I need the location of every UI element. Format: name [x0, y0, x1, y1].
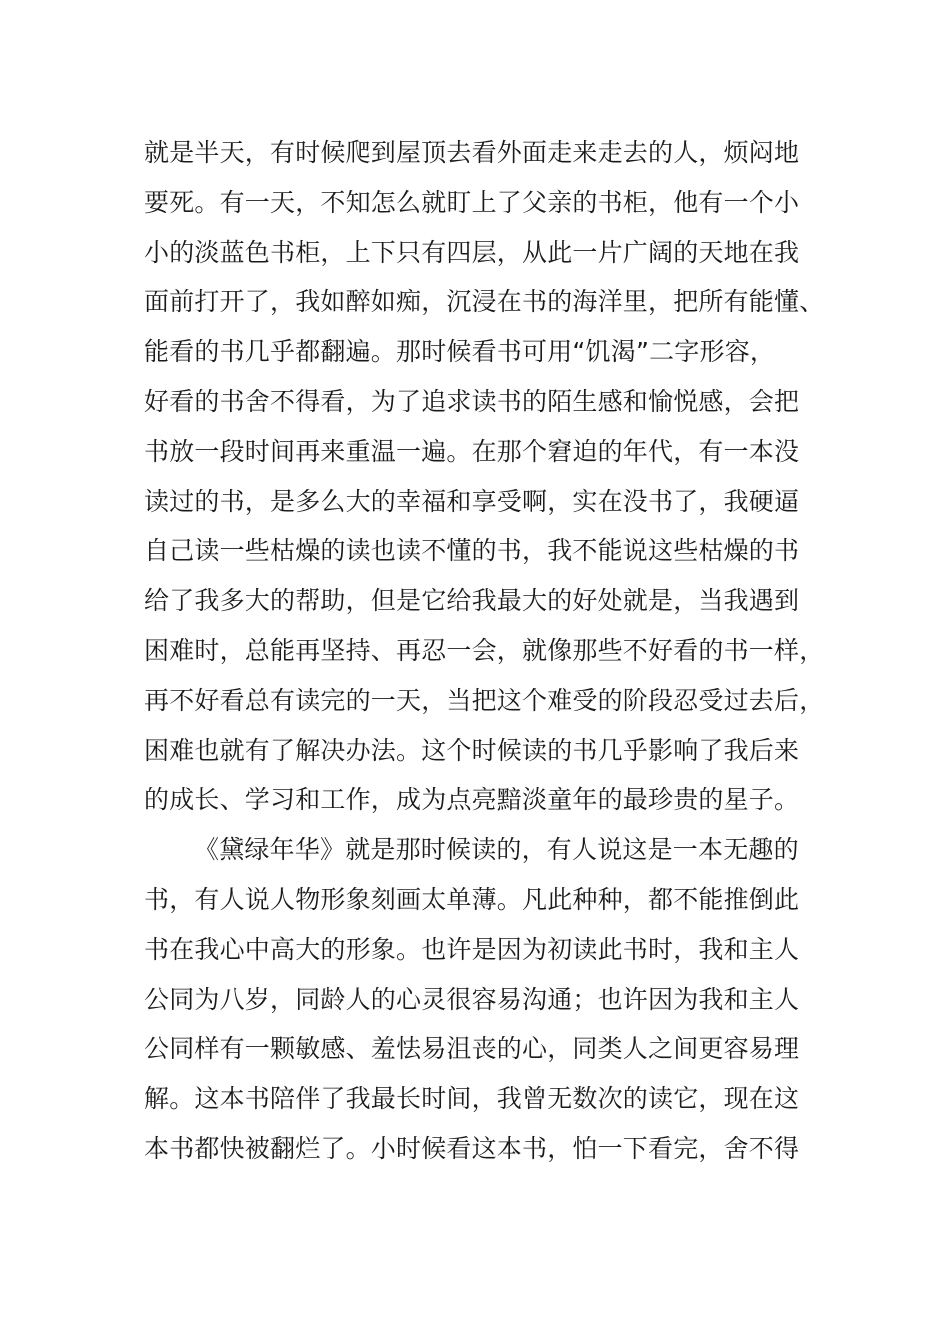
text-line: 的成长、学习和工作，成为点亮黯淡童年的最珍贵的星子。: [144, 785, 800, 815]
text-line: 自己读一些枯燥的读也读不懂的书，我不能说这些枯燥的书: [144, 536, 800, 566]
text-line: 好看的书舍不得看，为了追求读书的陌生感和愉悦感，会把: [144, 386, 800, 416]
text-line: 公同为八岁，同龄人的心灵很容易沟通；也许因为我和主人: [144, 984, 800, 1014]
text-line: 本书都快被翻烂了。小时候看这本书，怕一下看完，舍不得: [144, 1133, 800, 1163]
text-line: 面前打开了，我如醉如痴，沉浸在书的海洋里，把所有能懂、: [144, 287, 825, 317]
text-line: 公同样有一颗敏感、羞怯易沮丧的心，同类人之间更容易理: [144, 1034, 800, 1064]
text-line: 能看的书几乎都翻遍。那时候看书可用“饥渴”二字形容，: [144, 337, 776, 367]
text-line: 小的淡蓝色书柜，上下只有四层，从此一片广阔的天地在我: [144, 237, 800, 267]
text-line: 解。这本书陪伴了我最长时间，我曾无数次的读它，现在这: [144, 1084, 800, 1114]
text-line: 书在我心中高大的形象。也许是因为初读此书时，我和主人: [144, 934, 800, 964]
text-line: 要死。有一天，不知怎么就盯上了父亲的书柜，他有一个小: [144, 187, 800, 217]
text-line: 读过的书，是多么大的幸福和享受啊，实在没书了，我硬逼: [144, 486, 800, 516]
text-line: 困难也就有了解决办法。这个时候读的书几乎影响了我后来: [144, 735, 800, 765]
text-line: 书，有人说人物形象刻画太单薄。凡此种种，都不能推倒此: [144, 884, 800, 914]
text-line: 书放一段时间再来重温一遍。在那个窘迫的年代，有一本没: [144, 436, 800, 466]
text-line: 再不好看总有读完的一天，当把这个难受的阶段忍受过去后，: [144, 685, 825, 715]
text-line: 就是半天，有时候爬到屋顶去看外面走来走去的人，烦闷地: [144, 138, 800, 167]
paragraph-first-line: 《黛绿年华》就是那时候读的，有人说这是一本无趣的: [194, 835, 799, 865]
text-line: 给了我多大的帮助，但是它给我最大的好处就是，当我遇到: [144, 586, 800, 616]
text-line: 困难时，总能再坚持、再忍一会，就像那些不好看的书一样，: [144, 635, 825, 665]
document-body-text: [144, 128, 824, 1174]
